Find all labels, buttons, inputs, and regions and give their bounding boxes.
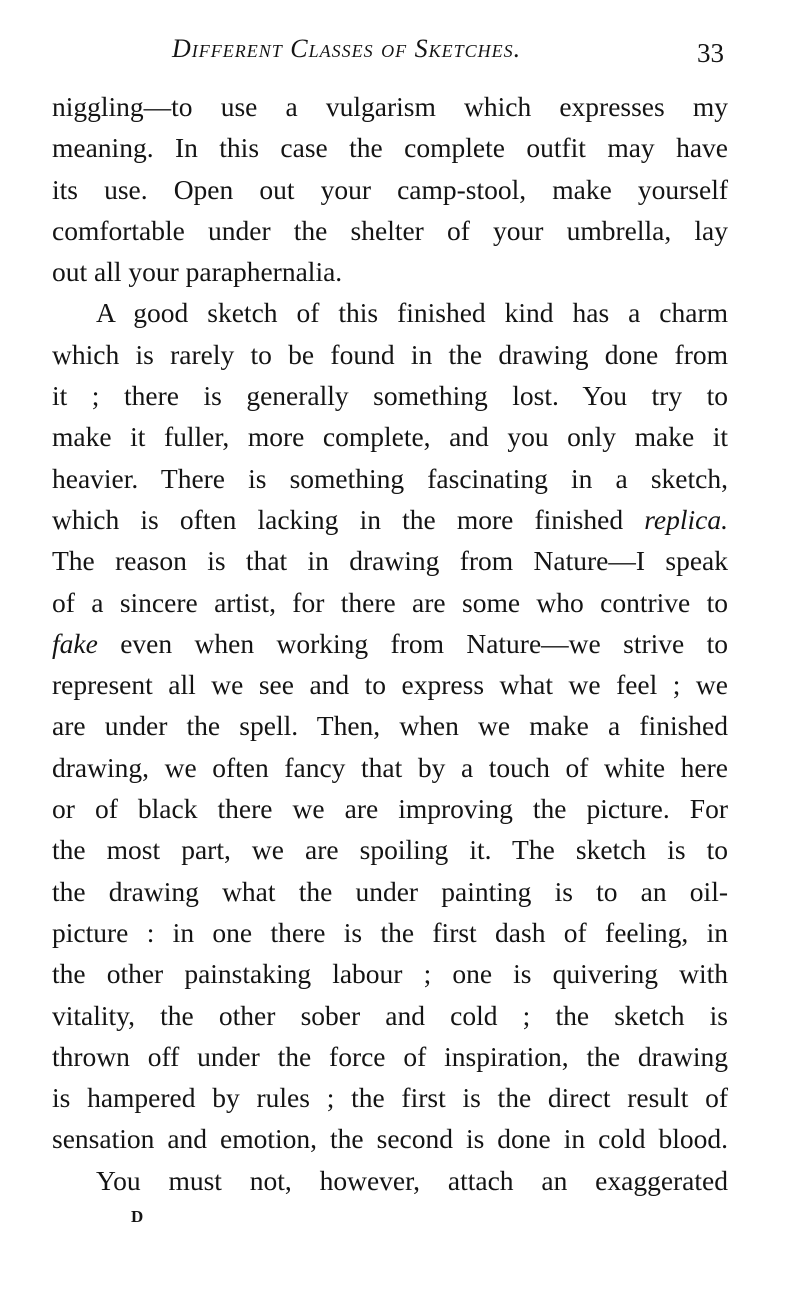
text-line: represent all we see and to express what we feel ; we: [52, 669, 728, 701]
text-line: make it fuller, more complete, and you only make it: [52, 421, 728, 453]
text-line: is hampered by rules ; the first is the direct result of: [52, 1082, 728, 1114]
page-header: [52, 34, 728, 74]
text-segment: even when working from Nature—we strive to: [120, 627, 728, 659]
text-line: vitality, the other sober and cold ; the sketch is: [52, 999, 728, 1031]
text-line: its use. Open out your camp-stool, make yourself: [52, 173, 728, 205]
text-line: it ; there is generally something lost. You try to: [52, 380, 728, 412]
signature-mark: D: [131, 1207, 145, 1226]
text-line: heavier. There is something fascinating in a sketch,: [52, 462, 728, 494]
running-head: Different Classes of Sketches.: [172, 34, 522, 63]
text-line: A good sketch of this finished kind has a charm: [96, 297, 728, 329]
italic-word: replica.: [644, 503, 728, 535]
page-number: 33: [697, 38, 724, 68]
text-line: niggling—to use a vulgarism which expresses my: [52, 91, 728, 122]
text-line: sensation and emotion, the second is done in cold blood.: [52, 1123, 728, 1155]
text-line: The reason is that in drawing from Nature—I speak: [52, 545, 728, 577]
text-line: drawing, we often fancy that by a touch of white here: [52, 751, 728, 783]
italic-word: fake: [52, 627, 98, 659]
text-line: the most part, we are spoiling it. The sketch is to: [52, 834, 728, 866]
text-line: of a sincere artist, for there are some who contrive to: [52, 586, 728, 618]
text-line: comfortable under the shelter of your umbrella, lay: [52, 214, 728, 246]
text-line: the drawing what the under painting is to an oil-: [52, 875, 728, 907]
text-line: which is rarely to be found in the drawing done from: [52, 338, 728, 370]
text-line: [52, 623, 728, 664]
text-line: picture : in one there is the first dash of feeling, in: [52, 916, 728, 948]
text-line: thrown off under the force of inspiration, the drawing: [52, 1040, 728, 1072]
body-text: [52, 86, 728, 1201]
text-line: You must not, however, attach an exaggerated: [96, 1164, 728, 1196]
text-line: are under the spell. Then, when we make a finished: [52, 710, 728, 742]
text-line: meaning. In this case the complete outfit may have: [52, 132, 728, 164]
text-line: the other painstaking labour ; one is quivering with: [52, 958, 728, 990]
text-line: or of black there we are improving the picture. For: [52, 793, 728, 825]
text-segment: which is often lacking in the more finished: [52, 503, 624, 535]
text-line: out all your paraphernalia.: [52, 256, 343, 288]
text-line: [52, 499, 728, 540]
